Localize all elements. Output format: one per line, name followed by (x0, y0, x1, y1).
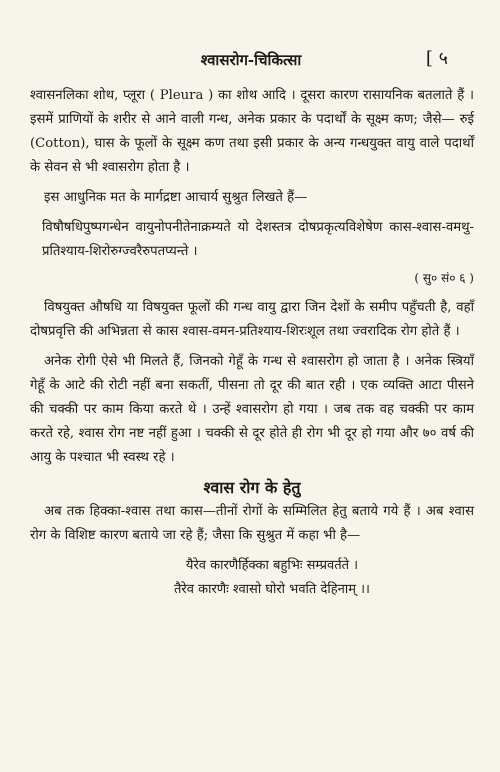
verse-line: यैरेव कारणैर्हिक्का बहुभिः सम्प्रवर्तते । (185, 558, 359, 573)
paragraph: अनेक रोगी ऐसे भी मिलते हैं, जिनको गेहूँ के गन्ध से श्वासरोग हो जाता है । अनेक स्त्रियाँ गेहूँ के आटे की रोटी नहीं बना सकतीं, पीसना तो दूर की बात रही । एक व्यक्ति आटा पीसने की चक्की पर काम किया करते थे । उन्हें श्वासरोग हो गया । जब तक वह चक्की पर काम करते रहे, श्वास रोग नष्ट नहीं हुआ । चक्की से दूर होते ही रोग भी दूर हो गया और ७० वर्ष की आयु के पश्चात भी स्वस्थ रहे । (30, 354, 474, 465)
running-title: श्वासरोग-चिकित्सा (200, 51, 302, 69)
paragraph: श्वासनलिका शोथ, प्लूरा ( Pleura ) का शोथ आदि । दूसरा कारण रासायनिक बतलाते हैं । इसमें प्राणियों के शरीर से आने वाली गन्ध, अनेक प्रकार के पदार्थों के सूक्ष्म कण; जैसे— रुई (Cotton), घास के फूलों के सूक्ष्म कण तथा इसी प्रकार के अन्य गन्धयुक्त वायु वाले पदार्थों के सेवन से भी श्वासरोग होता है । (30, 88, 474, 175)
citation: ( सु० सं० ६ ) (414, 271, 474, 285)
sanskrit-quote: विषौषधिपुष्पगन्धेन वायुनोपनीतेनाक्रम्यते यो देशस्तत्र दोषप्रकृत्यविशेषेण कास-श्वास-वमथु-प्रतिश्याय-शिरोरुग्ज्वरैरुपतप्यन्ते । (42, 220, 474, 259)
section-heading: श्वास रोग के हेतु (203, 478, 301, 497)
paragraph: अब तक हिक्का-श्वास तथा कास—तीनों रोगों के सम्मिलित हेतु बताये गये हैं । अब श्वास रोग के विशिष्ट कारण बताये जा रहे हैं; जैसा कि सुश्रुत में कहा भी है— (30, 504, 474, 543)
page-body (30, 84, 474, 602)
paragraph: इस आधुनिक मत के मार्गद्रष्टा आचार्य सुश्रुत लिखते हैं— (44, 190, 308, 205)
verse-line: तैरेव कारणैः श्वासो घोरो भवति देहिनाम् ।। (174, 582, 370, 597)
verse-block (30, 554, 474, 602)
paragraph: विषयुक्त औषधि या विषयुक्त फूलों की गन्ध वायु द्वारा जिन देशों के समीप पहुँचती है, वहाँ दोषप्रवृत्ति की अभिन्नता से कास श्वास-वमन-प्रतिश्याय-शिरःशूल तथा ज्वरादिक रोग होते हैं । (30, 300, 474, 339)
page-header (30, 0, 472, 69)
page-number: [ ५ (425, 48, 448, 69)
